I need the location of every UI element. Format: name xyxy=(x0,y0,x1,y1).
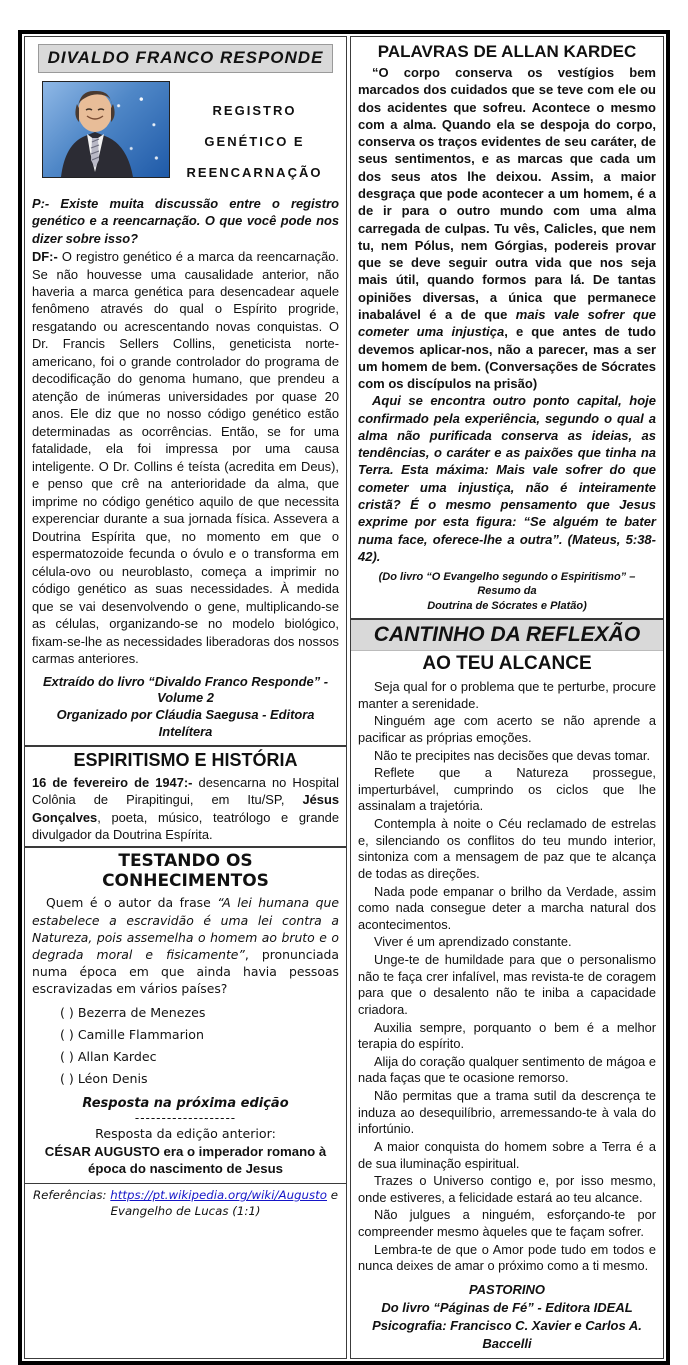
reflection-paragraph: Nada pode empanar o brilho da Verdade, assim como nada consegue deter a marcha natural dos acontecimentos. xyxy=(358,883,656,932)
pastorino-credit xyxy=(358,1281,656,1354)
quiz-option xyxy=(60,1024,339,1046)
dashed-separator: ------------------- xyxy=(134,1111,237,1126)
kardec-quote-p1b: , e que antes de tudo devemos aplicar-nos, não a parecer, mas a ser um homem de bem. (Conversações de Sócrates com os discípulos na prisão) xyxy=(358,324,656,392)
references-label: Referências: xyxy=(32,1188,111,1203)
wikipedia-link[interactable]: https://pt.wikipedia.org/wiki/Augusto xyxy=(110,1188,328,1203)
title-line-2: GENÉTICO E xyxy=(204,134,305,150)
title-line-1: REGISTRO xyxy=(212,103,297,118)
kardec-quote-p2: Aqui se encontra outro ponto capital, hoje confirmado pela experiência, segundo o qual a alma não purificada conserva as ideias, as tendências, o caráter e as paixões que tinha na Terra. Esta máxima: Mais vale sofrer do que cometer uma injustiça, não é inteiramente cristã? É o mesmo pensamento que Jesus exprime por esta figura: “Se alguém te bater numa face, oferece-lhe a outra”. (Mateus, 5:38-42). xyxy=(358,393,656,564)
reflection-paragraph: Unge-te de humildade para que o personalismo não te faça crer infalível, mas revista-te de coragem para que o desalento não te iniba a capacidade criadora. xyxy=(358,952,656,1017)
article-title xyxy=(170,81,339,189)
reflection-paragraph: Não permitas que a trama sutil da descrença te induza ao desequilíbrio, arremessando-te à vala do infortúnio. xyxy=(358,1088,656,1137)
right-column xyxy=(350,36,664,1359)
pastorino-author: PASTORINO xyxy=(468,1281,546,1297)
references-suffix: e Evangelho de Lucas (1:1) xyxy=(110,1188,339,1219)
kardec-quote-italic: mais vale sofrer que cometer uma injustiça xyxy=(358,306,656,340)
historia-header: ESPIRITISMO E HISTÓRIA xyxy=(73,749,298,770)
quiz-option xyxy=(60,1068,339,1090)
quiz-options xyxy=(32,1002,339,1090)
kardec-source xyxy=(358,570,656,613)
pastorino-source-line2: Psicografia: Francisco C. Xavier e Carlos A. Baccelli xyxy=(372,1318,642,1352)
testando-header: TESTANDO OS CONHECIMENTOS xyxy=(102,851,269,892)
kardec-source-line2: Doutrina de Sócrates e Platão) xyxy=(427,599,587,612)
thin-divider xyxy=(25,1183,346,1184)
title-line-3: REENCARNAÇÃO xyxy=(186,165,323,181)
answer-text xyxy=(32,248,339,668)
question-text: P:- Existe muita discussão entre o registro genético e a reencarnação. O que você pode nos dizer sobre isso? xyxy=(32,195,339,246)
next-answer-note: Resposta na próxima edição xyxy=(82,1096,289,1112)
section-divider xyxy=(25,846,346,848)
checkbox-parens: ( ) xyxy=(60,1049,78,1065)
kardec-header: PALAVRAS DE ALLAN KARDEC xyxy=(377,42,637,61)
divaldo-section-header: DIVALDO FRANCO RESPONDE xyxy=(38,44,333,73)
historia-before-name: desencarna no Hospital Colônia de Pirapitingui, em Itu/SP, xyxy=(32,774,339,808)
checkbox-parens: ( ) xyxy=(60,1005,78,1021)
cantinho-subheader: AO TEU ALCANCE xyxy=(422,653,592,675)
answer-speaker: DF:- xyxy=(32,249,58,265)
reflection-paragraph: Seja qual for o problema que te perturbe, procure manter a serenidade. xyxy=(358,679,656,711)
reflection-paragraph: Ninguém age com acerto se não aprende a pacificar as próprias emoções. xyxy=(358,713,656,745)
reflection-paragraph: Alija do coração qualquer sentimento de mágoa e nada faças que te ocasione remorso. xyxy=(358,1053,656,1086)
pastorino-source-line1: Do livro “Páginas de Fé” - Editora IDEAL xyxy=(381,1300,633,1316)
historia-after-name: , poeta, músico, teatrólogo e grande divulgador da Doutrina Espírita. xyxy=(32,809,339,842)
testando-question xyxy=(32,894,339,997)
historia-text xyxy=(32,774,339,844)
historia-name: Jésus Gonçalves xyxy=(32,792,339,825)
photo-row xyxy=(42,81,339,189)
kardec-quote-p1 xyxy=(358,64,656,392)
section-divider xyxy=(25,745,346,747)
reflection-paragraph: Reflete que a Natureza prossegue, imperturbável, cumprindo os ciclos que lhe assinalam a trajetória. xyxy=(358,765,656,814)
previous-answer-label: Resposta da edição anterior: xyxy=(95,1125,276,1141)
portrait-illustration xyxy=(43,82,169,177)
checkbox-parens: ( ) xyxy=(60,1027,78,1043)
reflection-paragraphs xyxy=(358,679,656,1276)
divaldo-franco-photo xyxy=(42,81,170,178)
divaldo-source-line2: Organizado por Cláudia Saegusa - Editora Intelítera xyxy=(56,707,315,739)
reflection-paragraph: A maior conquista do homem sobre a Terra é a de sua iluminação espiritual. xyxy=(358,1138,656,1171)
divaldo-source xyxy=(32,674,339,741)
kardec-quote-p1a: “O corpo conserva os vestígios bem marcados dos cuidados que se teve com ele ou dos acidentes que sofreu. Acontece o mesmo com a alma. Quando ela se despoja do corpo, conserva os traços evidentes de seu caráter, de seus sentimentos, e as marcas que cada um dos seus atos lhe deixou. Assim, a maior desgraça que pode acontecer a um homem, é a de ir para o outro mundo com uma alma carregada de culpas. Tu vês, Calicles, que nem tu, nem Pólus, nem Górgias, podereis provar que se deve seguir outra vida que nos seja mais útil, quando formos para lá. De tantas opiniões diversas, a única que permanece inabalável é a de que xyxy=(358,65,656,322)
reflection-paragraph: Contempla à noite o Céu reclamado de estrelas e, silenciando os conflitos do teu mundo interior, sintoniza com a mensagem de paz que te alcança de todas as direções. xyxy=(358,816,656,881)
reflection-paragraph: Viver é um aprendizado constante. xyxy=(374,934,572,950)
testando-question-suffix: , pronunciada numa época em que ainda havia pessoas escravizadas em vários países? xyxy=(32,946,339,996)
left-column xyxy=(24,36,347,1359)
reflection-paragraph: Trazes o Universo contigo e, por isso mesmo, onde estiveres, a felicidade estará ao teu alcance. xyxy=(358,1173,656,1205)
cantinho-header: CANTINHO DA REFLEXÃO xyxy=(351,620,663,651)
quiz-option-label: Bezerra de Menezes xyxy=(77,1005,206,1021)
answer-body: O registro genético é a marca da reencarnação. Se não houvesse uma causalidade anterior, não haveria a marca genética para desencadear aquele fenômeno através do qual o Espírito progride, resgatando ou acrescentando novas conquistas. O Dr. Francis Sellers Collins, geneticista norte-americano, foi o grande controlador do programa de decodificação do genoma humano, que prendeu a atenção de inúmeras universidades por quase 20 anos. Ele diz que no nosso código genético estão determinadas as ocorrências. Então, se for uma fatalidade, ela foi impressa por uma causa inteligente. O Dr. Collins é teísta (acredita em Deus), e penso que crê na anterioridade da alma, que imprime no código genético aquilo de que necessita experenciar durante a sua jornada física. Assevera a Doutrina Espírita que, no momento em que o espermatozoide fecunda o óvulo e o transforma em célula-ovo ou neuroblasto, começa a imprimir no código genético as suas necessidades. À medida que se vai desenvolvendo o gene, multiplicando-se as células, organizando-se no modelo biológico, fixam-se-lhe as necessidades liberadoras dos nossos carmas anteriores. xyxy=(32,249,339,667)
quiz-option-label: Léon Denis xyxy=(77,1071,148,1087)
reflection-paragraph: Lembra-te de que o Amor pode tudo em todos e nunca deixes de amar o próximo como a ti mesmo. xyxy=(358,1241,656,1274)
testando-question-prefix: Quem é o autor da frase xyxy=(46,895,218,911)
testando-quote: “A lei humana que estabelece a escravidão é uma lei contra a Natureza, pois assemelha o homem ao bruto e o degrada moral e fisicamente” xyxy=(32,895,339,962)
references xyxy=(32,1188,339,1220)
reflection-paragraph: Não te precipites nas decisões que devas tomar. xyxy=(374,747,651,763)
quiz-option-label: Allan Kardec xyxy=(77,1049,157,1065)
historia-date: 16 de fevereiro de 1947:- xyxy=(32,774,193,790)
kardec-source-line1: (Do livro “O Evangelho segundo o Espiritismo” – Resumo da xyxy=(378,571,636,598)
checkbox-parens: ( ) xyxy=(60,1071,78,1087)
testando-section xyxy=(32,851,339,1178)
reflection-paragraph: Auxilia sempre, porquanto o bem é a melhor terapia do espírito. xyxy=(358,1019,656,1052)
quiz-option-label: Camille Flammarion xyxy=(77,1027,204,1043)
page-frame xyxy=(18,30,670,1365)
quiz-option xyxy=(60,1046,339,1068)
quiz-option xyxy=(60,1002,339,1024)
reflection-paragraph: Não julgues a ninguém, esforçando-te por compreender mesmo àqueles que te façam sofrer. xyxy=(358,1207,656,1240)
previous-answer: CÉSAR AUGUSTO era o imperador romano à época do nascimento de Jesus xyxy=(44,1143,327,1177)
question-answer xyxy=(32,195,339,668)
divaldo-source-line1: Extraído do livro “Divaldo Franco Responde” - Volume 2 xyxy=(42,673,329,706)
